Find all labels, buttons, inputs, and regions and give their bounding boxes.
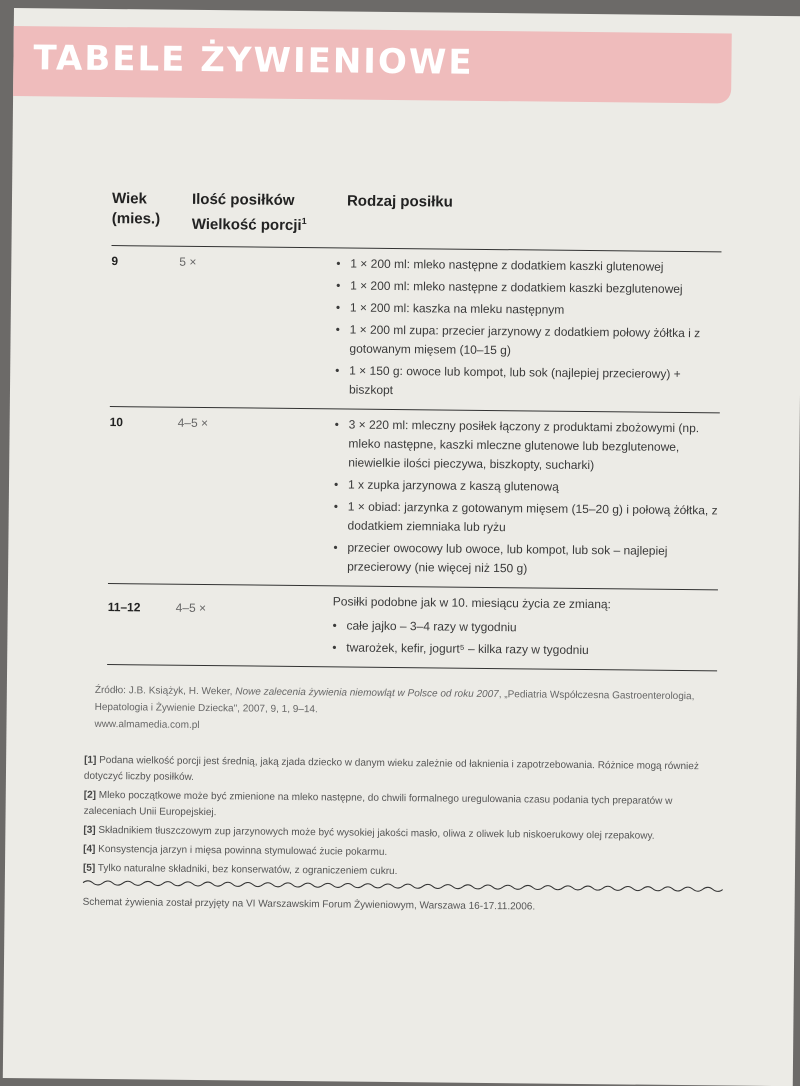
nutrition-table <box>107 189 722 671</box>
meal-text: 1 × 200 ml zupa: przecier jarzynowy z dodatkiem połowy żółtka i z gotowanym mięsem (10–15 g) <box>349 322 701 358</box>
row-intro: Posiłki podobne jak w 10. miesiącu życia ze zmianą: <box>332 594 612 612</box>
source-url: www.almamedia.com.pl <box>94 718 200 731</box>
meal-text: 1 × 150 g: owoce lub kompot, lub sok (najlepiej przecierowy) + biszkopt <box>348 363 681 397</box>
meal-item: • 1 × 150 g: owoce lub kompot, lub sok (najlepiej przecierowy) + biszkopt <box>335 363 681 397</box>
footnote-text: Mleko początkowe może być zmienione na mleko następne, do chwili formalnego uregulowania czasu podania tych preparatów w zaleceniach Unii Europejskiej. <box>83 789 673 819</box>
book-page <box>3 8 800 1086</box>
footnote-number: [5] <box>82 862 96 874</box>
header-age <box>112 189 161 230</box>
meal-item: • 1 × obiad: jarzynka z gotowanym mięsem (15–20 g) i połową żółtka, z dodatkiem ziemniaka lub ryżu <box>333 499 718 535</box>
header-age-unit: (mies.) <box>111 210 161 228</box>
row-age: 9 <box>111 254 119 269</box>
header-quantity-label: Ilość posiłków <box>191 190 295 209</box>
meal-item: • całe jajko – 3–4 razy w tygodniu <box>332 618 517 635</box>
header-portion-footnote-ref: 1 <box>301 216 307 227</box>
scheme-note: Schemat żywienia został przyjęty na VI Warszawskim Forum Żywieniowym, Warszawa 16-17.11.2006. <box>82 896 536 913</box>
meal-text: 1 × 200 ml: mleko następne z dodatkiem kaszki glutenowej <box>350 256 664 274</box>
footnote <box>84 753 724 792</box>
table-row <box>110 246 722 413</box>
row-quantity: 4–5 × <box>177 415 209 431</box>
footnote-text: Konsystencja jarzyn i mięsa powinna stymulować żucie pokarmu. <box>98 843 388 858</box>
table-row <box>108 407 720 590</box>
row-age: 11–12 <box>107 600 141 615</box>
meal-list <box>332 610 718 670</box>
meal-item: • 1 × 200 ml: kaszka na mleku następnym <box>335 300 565 317</box>
header-portion-label: Wielkość porcji <box>191 215 302 235</box>
footnote-text: Składnikiem tłuszczowym zup jarzynowych może być wysokiej jakości masło, oliwa z oliwek lub niskoerukowy olej rzepakowy. <box>98 824 655 842</box>
footnote-number: [2] <box>83 789 97 801</box>
meal-text: 1 × 200 ml: mleko następne z dodatkiem kaszki bezglutenowej <box>350 278 683 297</box>
meal-text: twarożek, kefir, jogurt⁵ – kilka razy w tygodniu <box>346 640 589 658</box>
table-row <box>107 592 718 671</box>
meal-text: 1 × 200 ml: kaszka na mleku następnym <box>349 300 565 317</box>
meal-item: • 1 × 200 ml: mleko następne z dodatkiem kaszki bezglutenowej <box>336 278 683 297</box>
meal-text: całe jajko – 3–4 razy w tygodniu <box>346 618 517 635</box>
row-age: 10 <box>109 415 124 430</box>
footnote-text: Tylko naturalne składniki, bez konserwatów, z ograniczeniem cukru. <box>97 862 398 878</box>
meal-list <box>335 248 722 412</box>
footnote-number: [3] <box>83 824 96 836</box>
footnote <box>84 788 724 827</box>
meal-text: przecier owocowy lub owoce, lub kompot, lub sok – najlepiej przecierowy (nie więcej niż 150 g) <box>347 540 668 576</box>
meal-item: • 1 × 200 ml zupa: przecier jarzynowy z dodatkiem połowy żółtka i z gotowanym mięsem (10–15 g) <box>335 322 701 358</box>
source-journal: , „Pediatria Współczesna Gastroenterologia, Hepatologia i Żywienie Dziecka", 2007, 9, 1, 9–14. <box>94 689 695 716</box>
header-quantity <box>192 190 307 236</box>
row-quantity: 4–5 × <box>175 600 207 616</box>
meal-item: • 1 × 200 ml: mleko następne z dodatkiem kaszki glutenowej <box>336 256 664 274</box>
row-quantity: 5 × <box>179 254 197 269</box>
meal-list <box>333 409 720 589</box>
footnotes <box>83 753 724 887</box>
source-article: Nowe zalecenia żywienia niemowląt w Polsce od roku 2007 <box>235 686 499 701</box>
page-title: TABELE ŻYWIENIOWE <box>33 38 474 83</box>
footnote-text: Podana wielkość porcji jest średnią, jaką zjada dziecko w danym wieku zależnie od łaknienia i zapotrzebowania. Różnice mogą również dotyczyć liczby posiłków. <box>83 754 699 783</box>
header-meal-type: Rodzaj posiłku <box>346 192 453 211</box>
meal-item: • 1 x zupka jarzynowa z kaszą glutenową <box>333 477 559 494</box>
footnote-number: [1] <box>84 754 97 766</box>
meal-item: • twarożek, kefir, jogurt⁵ – kilka razy w tygodniu <box>332 640 589 658</box>
table-header <box>112 189 723 252</box>
meal-text: 1 × obiad: jarzynka z gotowanym mięsem (15–20 g) i połową żółtka, z dodatkiem ziemniaka lub ryżu <box>347 499 718 535</box>
source-prefix: Źródło: J.B. Książyk, H. Weker, <box>94 684 233 698</box>
meal-text: 3 × 220 ml: mleczny posiłek łączony z produktami zbożowymi (np. mleko następne, kaszki mleczne glutenowe lub bezglutenowe, niewielkie ilości pieczywa, biszkopty, sucharki) <box>348 417 700 473</box>
footnote-number: [4] <box>83 843 96 855</box>
meal-text: 1 x zupka jarzynowa z kaszą glutenową <box>347 477 559 494</box>
header-age-label: Wiek <box>111 190 147 208</box>
meal-item: • przecier owocowy lub owoce, lub kompot, lub sok – najlepiej przecierowy (nie więcej niż 150 g) <box>333 540 668 576</box>
meal-item: • 3 × 220 ml: mleczny posiłek łączony z produktami zbożowymi (np. mleko następne, kaszki mleczne glutenowe lub bezglutenowe, niewielkie ilości pieczywa, biszkopty, sucharki) <box>334 417 700 473</box>
source-citation <box>94 682 724 740</box>
